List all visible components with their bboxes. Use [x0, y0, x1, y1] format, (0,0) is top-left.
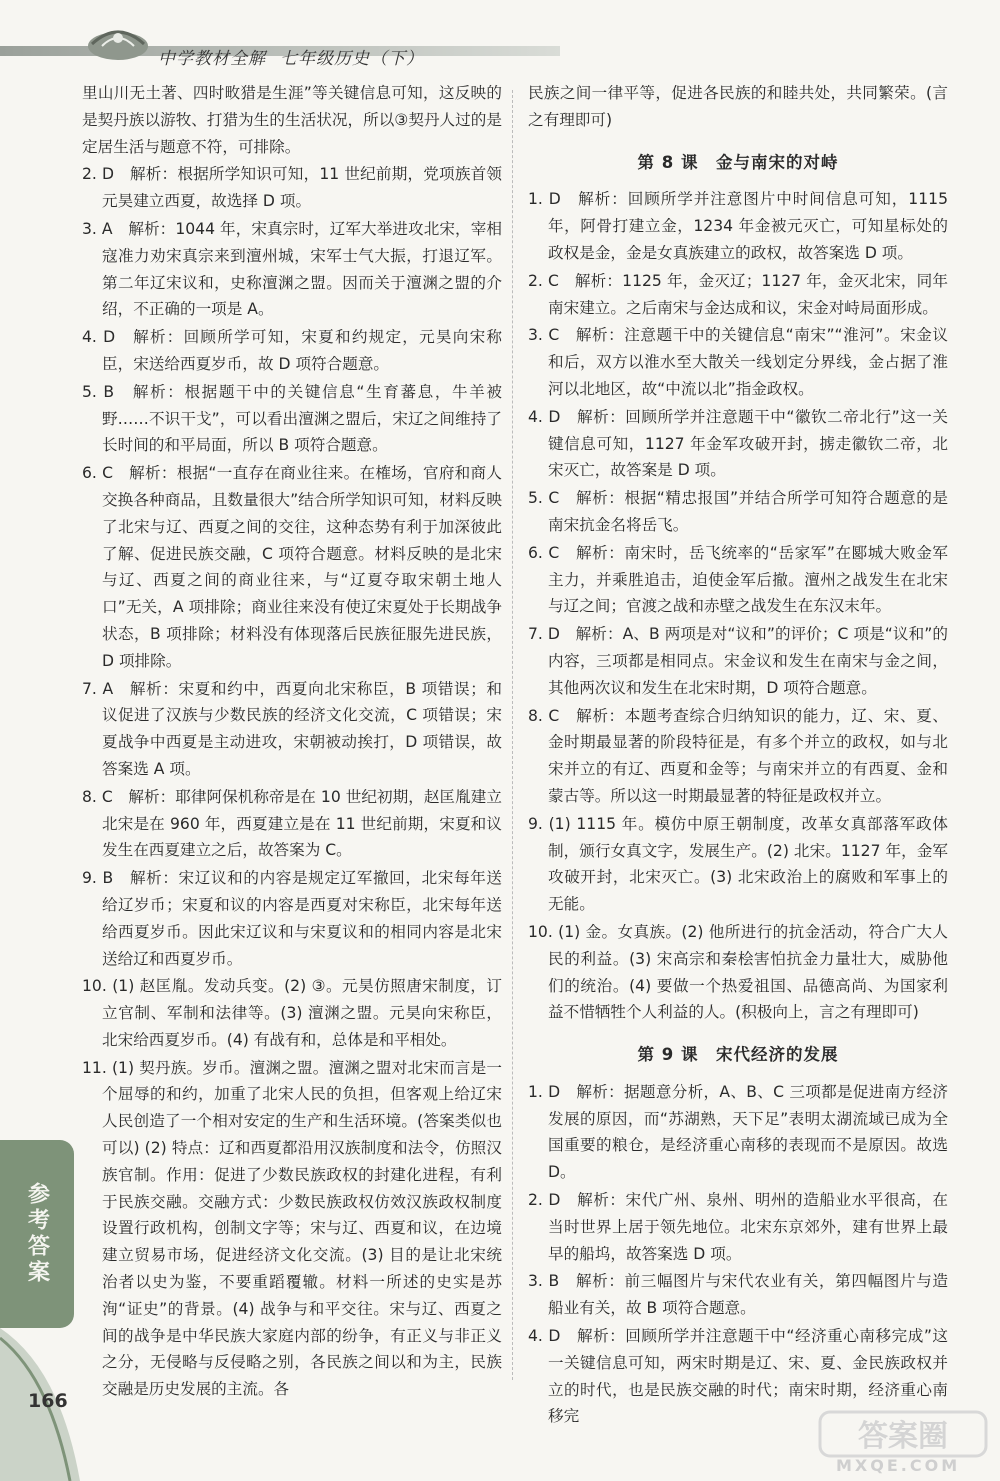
book-logo-icon: [82, 16, 154, 64]
answer-item: 4. D 解析：回顾所学可知，宋夏和约规定，元昊向宋称臣，宋送给西夏岁币，故 D 项符合题意。: [82, 328, 502, 373]
answer-item: 5. C 解析：根据“精忠报国”并结合所学可知符合题意的是南宋抗金名将岳飞。: [528, 489, 948, 534]
answer-item: 里山川无土著、四时畋猎是生涯”等关键信息可知，这反映的是契丹族以游牧、打猎为生的生活状况，所以③契丹人过的是定居生活与题意不符，可排除。: [82, 84, 502, 156]
answer-item: 11. (1) 契丹族。岁币。澶渊之盟。澶渊之盟对北宋而言是一个屈辱的和约，加重了北宋人民的负担，但客观上给辽宋人民创造了一个相对安定的生产和生活环境。(答案类似也可以) (2) 特点：辽和西夏都沿用汉族制度和法令，仿照汉族官制。作用：促进了少数民族政权的封建化进程，有利于民族交融。交融方式：少数民族政权仿效汉族政权制度设置行政机构，创制文字等；宋与辽、西夏和议，在边境建立贸易市场，促进经济文化交流。(3) 目的是让北宋统治者以史为鉴，不要重蹈覆辙。材料一所述的史实是苏洵“证史”的背景。(4) 战争与和平交往。宋与辽、西夏之间的战争是中华民族大家庭内部的纷争，有正义与非正义之分，无侵略与反侵略之别，各民族之间以和为主，民族交融是历史发展的主流。各: [82, 1058, 502, 1399]
answer-item: 7. A 解析：宋夏和约中，西夏向北宋称臣，B 项错误；和议促进了汉族与少数民族的经济文化交流，C 项错误；宋夏战争中西夏是主动进攻，宋朝被动挨打，D 项错误，故答案选 A 项。: [82, 679, 502, 778]
side-tab-label: 参考答案: [24, 1182, 50, 1286]
answer-item: 民族之间一律平等，促进各民族的和睦共处，共同繁荣。(言之有理即可): [528, 84, 948, 129]
answer-item: 3. B 解析：前三幅图片与宋代农业有关，第四幅图片与造船业有关，故 B 项符合题意。: [528, 1272, 948, 1318]
watermark-top: 答案圈: [858, 1419, 948, 1454]
lesson-heading: 第 8 课 金与南宋的对峙: [637, 152, 839, 172]
answer-item: 1. D 解析：据题意分析，A、B、C 三项都是促进南方经济发展的原因，而“苏湖熟，天下足”表明太湖流域已成为全国重要的粮仓，是经济重心南移的表现而不是原因。故选 D。: [528, 1082, 948, 1182]
answer-item: 3. A 解析：1044 年，宋真宗时，辽军大举进攻北宋，宰相寇准力劝宋真宗来到澶州城，宋军士气大振，打退辽军。第二年辽宋议和，史称澶渊之盟。因而关于澶渊之盟的介绍，不正确的一项是 A。: [82, 219, 502, 319]
answer-item: 9. (1) 1115 年。模仿中原王朝制度，改革女真部落军政体制，颁行女真文字，发展生产。(2) 北宋。1127 年，金军攻破开封，北宋灭亡。(3) 北宋政治上的腐败和军事上的无能。: [528, 814, 948, 914]
subject-name: 七年级历史（下）: [280, 49, 424, 69]
left-column: [82, 80, 502, 1404]
answer-item: 5. B 解析：根据题干中的关键信息“生育蕃息，牛羊被野……不识干戈”，可以看出澶渊之盟后，宋辽之间维持了长时间的和平局面，所以 B 项符合题意。: [82, 382, 502, 455]
page-header: [0, 0, 1000, 78]
answer-item: 4. D 解析：回顾所学并注意题干中“徽钦二帝北行”这一关键信息可知，1127 年金军攻破开封，掳走徽钦二帝，北宋灭亡，故答案是 D 项。: [528, 407, 948, 480]
answer-item: 1. D 解析：回顾所学并注意图片中时间信息可知，1115 年，阿骨打建立金，1234 年金被元灭亡，可知星标处的政权是金，金是女真族建立的政权，故答案选 D 项。: [528, 190, 948, 262]
lesson-heading: 第 9 课 宋代经济的发展: [637, 1045, 839, 1065]
page-number: 166: [28, 1390, 68, 1412]
answer-item: 10. (1) 赵匡胤。发动兵变。(2) ③。元昊仿照唐宋制度，订立官制、军制和法律等。(3) 澶渊之盟。元昊向宋称臣，北宋给西夏岁币。(4) 有战有和，总体是和平相处。: [82, 977, 502, 1049]
right-column: [528, 80, 948, 1431]
answer-item: 7. D 解析：A、B 两项是对“议和”的评价；C 项是“议和”的内容，三项都是相同点。宋金议和发生在南宋与金之间，其他两次议和发生在北宋时期，D 项符合题意。: [528, 625, 948, 697]
answer-item: 3. C 解析：注意题干中的关键信息“南宋”“淮河”。宋金议和后，双方以淮水至大散关一线划定分界线，金占据了淮河以北地区，故“中流以北”指金政权。: [528, 326, 948, 398]
watermark-url: MXQE.COM: [836, 1456, 961, 1475]
answer-item: 8. C 解析：本题考查综合归纳知识的能力，辽、宋、夏、金时期最显著的阶段特征是，有多个并立的政权，如与北宋并立的有辽、西夏和金等；与南宋并立的有西夏、金和蒙古等。所以这一时期最显著的特征是政权并立。: [528, 706, 948, 805]
answer-item: 10. (1) 金。女真族。(2) 他所进行的抗金活动，符合广大人民的利益。(3) 宋高宗和秦桧害怕抗金力量壮大，威胁他们的统治。(4) 要做一个热爱祖国、品德高尚、为国家利益不惜牺牲个人利益的人。(积极向上，言之有理即可): [528, 922, 948, 1022]
column-divider: [512, 90, 513, 1380]
answer-item: 2. C 解析：1125 年，金灭辽；1127 年，金灭北宋，同年南宋建立。之后南宋与金达成和议，宋金对峙局面形成。: [528, 271, 948, 317]
answer-item: 8. C 解析：耶律阿保机称帝是在 10 世纪初期，赵匡胤建立北宋是在 960 年，西夏建立是在 11 世纪前期，宋夏和议发生在西夏建立之后，故答案为 C。: [82, 787, 502, 860]
answer-item: 6. C 解析：南宋时，岳飞统率的“岳家军”在郾城大败金军主力，并乘胜追击，迫使金军后撤。澶州之战发生在北宋与辽之间；官渡之战和赤壁之战发生在东汉末年。: [528, 543, 948, 616]
header-title: [158, 44, 424, 69]
brand-name: 中学教材全解: [158, 49, 266, 69]
answer-item: 9. B 解析：宋辽议和的内容是规定辽军撤回，北宋每年送给辽岁币；宋夏和议的内容是西夏对宋称臣，北宋每年送给西夏岁币。因此宋辽议和与宋夏议和的相同内容是北宋送给辽和西夏岁币。: [82, 869, 502, 968]
side-tab: [0, 1140, 74, 1328]
answer-item: 6. C 解析：根据“一直存在商业往来。在榷场，官府和商人交换各种商品，且数量很大”结合所学知识可知，材料反映了北宋与辽、西夏之间的交往，这种态势有利于加深彼此了解、促进民族交融，C 项符合题意。材料反映的是北宋与辽、西夏之间的商业往来，与“辽夏夺取宋朝土地人口”无关，A 项排除；商业往来没有使辽宋夏处于长期战争状态，B 项排除；材料没有体现落后民族征服先进民族，D 项排除。: [82, 464, 502, 670]
answer-item: 2. D 解析：宋代广州、泉州、明州的造船业水平很高，在当时世界上居于领先地位。北宋东京郊外，建有世界上最早的船坞，故答案选 D 项。: [528, 1191, 948, 1263]
answer-item: 4. D 解析：回顾所学并注意题干中“经济重心南移完成”这一关键信息可知，两宋时期是辽、宋、夏、金民族政权并立的时代，也是民族交融的时代；南宋时期，经济重心南移完: [528, 1327, 948, 1426]
answer-item: 2. D 解析：根据所学知识可知，11 世纪前期，党项族首领元昊建立西夏，故选择 D 项。: [82, 165, 502, 211]
